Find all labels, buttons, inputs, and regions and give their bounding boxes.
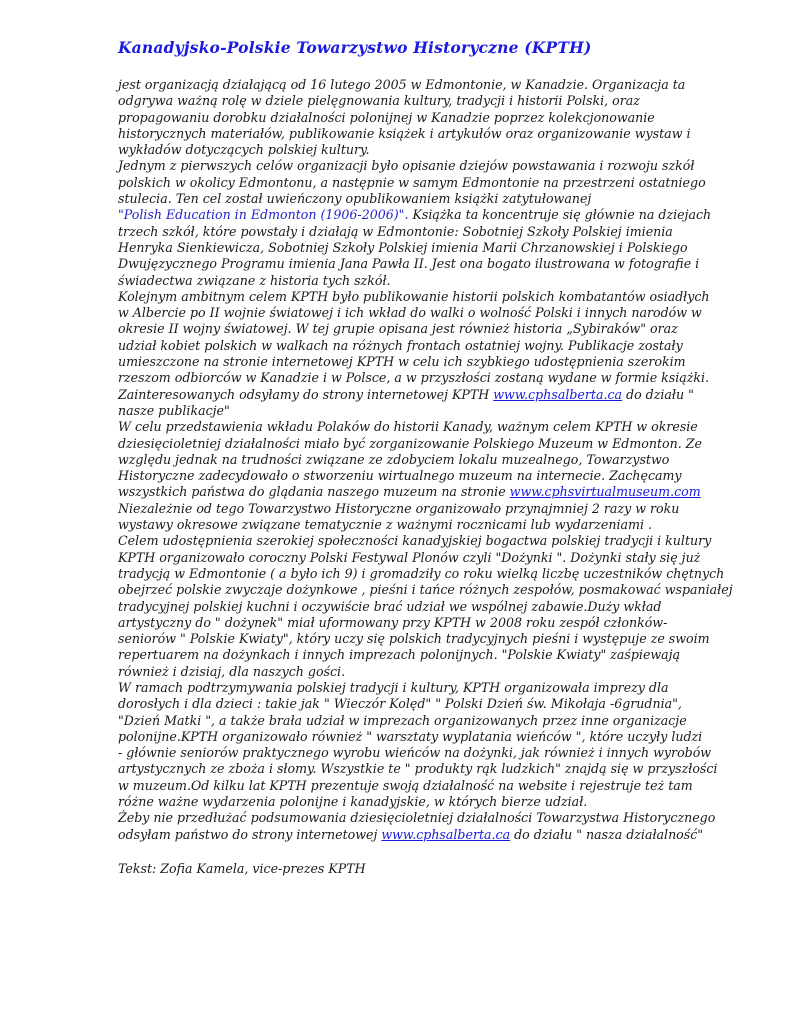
text-segment: wystawy okresowe związane tematycznie z ważnymi rocznicami lub wydarzeniami . xyxy=(118,517,652,533)
text-segment: seniorów " Polskie Kwiaty", który uczy się polskich tradycyjnych pieśni i występuje ze swoim xyxy=(118,631,710,647)
text-segment: tradycyjnej polskiej kuchni i oczywiście brać udział we wspólnej zabawie.Duży wkład xyxy=(118,598,662,614)
text-line xyxy=(118,207,712,223)
text-segment: Niezależnie od tego Towarzystwo Historyczne organizowało przynajmniej 2 razy w roku xyxy=(118,500,680,516)
website-link[interactable]: www.cphsalberta.ca xyxy=(381,826,511,842)
text-line xyxy=(118,599,691,615)
text-segment: wszystkich państwa do glądania naszego muzeum na stronie xyxy=(118,484,510,500)
text-line xyxy=(118,745,712,761)
text-segment: KPTH organizowało coroczny Polski Festywal Plonów czyli "Dożynki ". Dożynki stały się już xyxy=(118,549,701,565)
text-segment: artystyczny do " dożynek" miał uformowany przy KPTH w 2008 roku zespół członków- xyxy=(118,614,668,630)
text-segment: Historyczne zadecydowało o stworzeniu wirtualnego muzeum na internecie. Zachęcamy xyxy=(118,468,682,484)
text-line xyxy=(118,305,702,321)
text-line xyxy=(118,484,701,500)
document-title: Kanadyjsko-Polskie Towarzystwo Historyczne (KPTH) xyxy=(118,38,592,57)
text-segment: świadectwa związane z historia tych szkół. xyxy=(118,272,391,288)
text-line xyxy=(118,142,691,158)
website-link[interactable]: www.cphsvirtualmuseum.com xyxy=(509,484,701,500)
text-line xyxy=(118,174,706,191)
text-segment: do działu " xyxy=(622,386,694,402)
text-line xyxy=(118,273,691,289)
text-line xyxy=(118,158,695,174)
text-segment: udział kobiet polskich w walkach na różnych frontach ostatniej wojny. Publikacje zostały xyxy=(118,337,683,353)
text-segment: Jednym z pierwszych celów organizacji było opisanie dziejów powstawania i rozwoju szkół xyxy=(118,158,695,174)
text-line xyxy=(118,664,691,680)
text-segment: rzeszom odbiorców w Kanadzie i w Polsce, a w przyszłości zostaną wydane w formie książki. xyxy=(118,370,710,386)
text-line xyxy=(118,696,691,712)
text-line xyxy=(118,354,691,370)
text-line xyxy=(118,370,710,386)
signature: Tekst: Zofia Kamela, vice-prezes KPTH xyxy=(118,860,366,876)
text-segment: "Dzień Matki ", a także brała udział w imprezach organizowanych przez inne organizacje xyxy=(118,712,687,728)
text-line xyxy=(118,435,702,452)
text-line xyxy=(118,110,691,126)
text-segment: umieszczone na stronie internetowej KPTH w celu ich szybkiego udostępnienia szerokim xyxy=(118,354,686,370)
text-line xyxy=(118,93,691,109)
text-line xyxy=(118,582,733,598)
text-segment: w Albercie po II wojnie światowej i ich wkład do walki o wolność Polski i innych narodów w xyxy=(118,305,702,321)
text-line xyxy=(118,761,718,777)
text-line xyxy=(118,631,710,647)
text-segment: Celem udostępnienia szerokiej społeczności kanadyjskiej bogactwa polskiej tradycji i kultury xyxy=(118,533,712,549)
text-line xyxy=(118,713,691,729)
text-line xyxy=(118,533,712,549)
text-line xyxy=(118,386,694,403)
text-line xyxy=(118,256,700,272)
text-line xyxy=(118,826,704,843)
website-link[interactable]: www.cphsalberta.ca xyxy=(493,386,623,402)
text-line xyxy=(118,321,691,337)
text-segment: do działu " nasza działalność" xyxy=(510,826,704,842)
text-segment: dorosłych i dla dzieci : takie jak " Wieczór Kolęd" " Polski Dzień św. Mikołaja -6grudnia", xyxy=(118,696,682,712)
text-segment: W ramach podtrzymywania polskiej tradycji i kultury, KPTH organizowała imprezy dla xyxy=(118,679,669,695)
text-segment: nasze publikacje" xyxy=(118,402,230,418)
text-segment: odgrywa ważną rolę w dziele pielęgnowania kultury, tradycji i historii Polski, oraz xyxy=(118,93,640,109)
text-segment: tradycją w Edmontonie ( a było ich 9) i gromadziły co roku wielką liczbę uczestników chętnych xyxy=(118,565,725,581)
text-line xyxy=(118,647,691,663)
text-line xyxy=(118,77,691,93)
text-segment: stulecia. Ten cel został uwieńczony opublikowaniem książki zatytułowanej xyxy=(118,191,592,207)
text-line xyxy=(118,517,691,533)
text-line xyxy=(118,126,691,142)
text-line xyxy=(118,810,716,826)
text-segment: repertuarem na dożynkach i innych imprezach polonijnych. "Polskie Kwiaty" zaśpiewają xyxy=(118,647,681,663)
text-line xyxy=(118,565,725,582)
text-segment: jest organizacją działającą od 16 lutego 2005 w Edmontonie, w Kanadzie. Organizacja ta xyxy=(118,77,686,92)
text-line xyxy=(118,240,691,256)
text-line xyxy=(118,680,691,696)
body-text xyxy=(118,77,733,843)
text-segment: również i dzisiaj, dla naszych gości. xyxy=(118,663,346,679)
text-line xyxy=(118,501,691,517)
text-segment: W celu przedstawienia wkładu Polaków do historii Kanady, ważnym celem KPTH w okresie xyxy=(118,419,698,435)
text-line xyxy=(118,403,691,419)
text-line xyxy=(118,419,698,435)
text-segment: historycznych materiałów, publikowanie książek i artykułów oraz organizowanie wystaw i xyxy=(118,125,691,141)
text-segment: okresie II wojny światowej. W tej grupie opisana jest również historia „Sybiraków" oraz xyxy=(118,321,678,337)
text-segment: Kolejnym ambitnym celem KPTH było publikowanie historii polskich kombatantów osiadłych xyxy=(118,288,710,304)
text-line xyxy=(118,549,701,566)
text-segment: Henryka Sienkiewicza, Sobotniej Szkoły Polskiej imienia Marii Chrzanowskiej i Polskiego xyxy=(118,239,688,255)
text-line xyxy=(118,468,691,484)
text-segment: różne ważne wydarzenia polonijne i kanadyjskie, w których bierze udział. xyxy=(118,794,588,810)
text-segment: wykładów dotyczących polskiej kultury. xyxy=(118,142,370,158)
text-segment: odsyłam państwo do strony internetowej xyxy=(118,826,382,842)
text-line xyxy=(118,615,691,631)
text-line xyxy=(118,224,691,240)
text-segment: Książka ta koncentruje się głównie na dziejach xyxy=(408,207,712,223)
text-segment: polonijne.KPTH organizowało również " warsztaty wyplatania wieńców ", które uczyły ludzi xyxy=(118,728,703,744)
text-line xyxy=(118,338,691,354)
text-line xyxy=(118,794,691,810)
text-line xyxy=(118,728,703,745)
text-segment: obejrzeć polskie zwyczaje dożynkowe , pieśni i tańce różnych zespołów, posmakować wspaniałej xyxy=(118,582,733,598)
text-segment: względu jednak na trudności związane ze zdobyciem lokalu muzealnego, Towarzystwo xyxy=(118,451,670,467)
text-segment: artystycznych ze zboża i słomy. Wszystkie te " produkty rąk ludzkich" znajdą się w przyszłości xyxy=(118,761,718,777)
text-segment: Dwujęzycznego Programu imienia Jana Pawła II. Jest ona bogato ilustrowana w fotografie i xyxy=(118,256,700,272)
text-segment: polskich w okolicy Edmontonu, a następnie w samym Edmontonie na przestrzeni ostatniego xyxy=(118,174,706,190)
text-segment: dziesięcioletniej działalności miało być zorganizowanie Polskiego Muzeum w Edmonton. Ze xyxy=(118,435,702,451)
text-line xyxy=(118,778,691,794)
text-segment: Zainteresowanych odsyłamy do strony internetowej KPTH xyxy=(118,386,494,402)
text-line xyxy=(118,452,691,468)
book-title-text: "Polish Education in Edmonton (1906-2006)". xyxy=(118,207,409,223)
text-segment: w muzeum.Od kilku lat KPTH prezentuje swoją działalność na website i rejestruje też tam xyxy=(118,777,693,793)
text-segment: - głównie seniorów praktycznego wyrobu wieńców na dożynki, jak również i innych wyrobów xyxy=(118,745,712,761)
text-line xyxy=(118,288,710,305)
text-segment: trzech szkół, które powstały i działają w Edmontonie: Sobotniej Szkoły Polskiej imienia xyxy=(118,223,673,239)
text-segment: propagowaniu dorobku działalności polonijnej w Kanadzie poprzez kolekcjonowanie xyxy=(118,109,655,125)
text-line xyxy=(118,191,691,207)
text-segment: Żeby nie przedłużać podsumowania dziesięcioletniej działalności Towarzystwa Historycznego xyxy=(118,810,716,826)
